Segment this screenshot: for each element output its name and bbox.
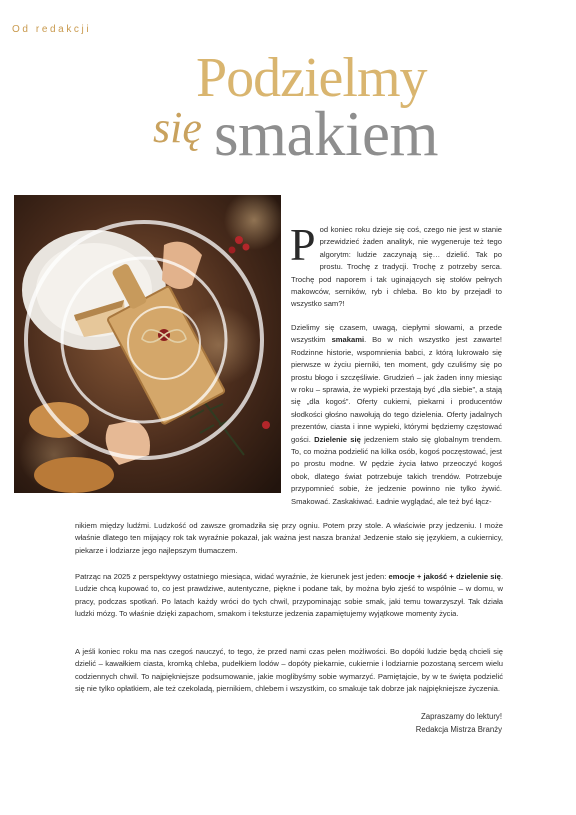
signoff <box>416 710 502 736</box>
paragraph-sharing-d: jedzeniem stało się globalnym trendem. To, co można podzielić na kilka osób, kogoś poczęstować, jest po prostu modne. W pędzie życia łatwo przeoczyć kogoś obok, dlatego świat potrzebuje takich trendów. Potrzebuje przypomnieć sobie, że jedzenie powinno nie tylko żywić. Smakować. Zaskakiwać. Ładnie wyglądać, ale też być łącz- <box>291 434 502 506</box>
paragraph-sharing-c: . Bo w nich wszystko jest zawarte! Rodzinne historie, wspomnienia babci, z którą lukrowało się pierwsze w życiu pierniki, ten moment, gdy czuliśmy się po prostu błogo i szczęśliwie. Grudzień – jak żaden inny miesiąc w roku – sprawia, że wypieki przestają być „dla siebie”, a stają się „dla kogoś”. Oferty cukierni, piekarni i producentów słodkości głośno nawołują do tego dzielenia. Oferty jadalnych prezentów, ciasta i inne wypieki, którymi będziemy częstować gości. <box>291 335 502 444</box>
headline-podzielmy: Podzielmy <box>196 47 427 109</box>
signoff-invite: Zapraszamy do lektury! <box>420 712 502 721</box>
emphasis-smakami: smakami <box>331 335 365 345</box>
paragraph-closing: A jeśli koniec roku ma nas czegoś nauczyć, to tego, że przed nami czas pełen możliwości. Bo dopóki ludzie będą chcieli się dzielić – kawałkiem ciasta, kromką chleba, pudełkiem lodów – dopóty piekarnie, cukiernie i lodziarnie pozostaną sercem wielu codziennych chwil. To najpiękniejsze podsumowanie, jakie moglibyśmy sobie wymarzyć. Pamiętajcie, by w te święta podzielić się nie tylko opłatkiem, ale też czekoladą, piernikiem, chlebem i wszystkim, co smakuje tak dobrze jak najpiękniejsze życzenia. <box>75 647 503 694</box>
drop-cap: P <box>290 219 316 270</box>
paragraph-trend <box>75 571 503 621</box>
emphasis-trend: emocje + jakość + dzielenie się <box>388 572 501 581</box>
paragraph-sharing-continued: nikiem między ludźmi. Ludzkość od zawsze gromadziła się przy ogniu. Potem przy stole. A właściwie przy jedzeniu. I może właśnie dlatego ten mijający rok tak wyraźnie pokazał, jak ważna jest nasza branża! Jedzenie stało się językiem, a cukiernicy, piekarze i lodziarze jego najlepszym tłumaczem. <box>75 521 503 555</box>
paragraph-sharing-a: Dzielimy się czasem, uwagą, ciepłymi słowami, a przede wszystkim <box>291 323 502 345</box>
paragraph-trend-a: Patrząc na 2025 z perspektywy ostatniego miesiąca, widać wyraźnie, że kierunek jest jeden: <box>75 572 389 581</box>
emphasis-dzielenie: Dzielenie się <box>314 434 361 444</box>
section-label: Od redakcji <box>12 24 92 35</box>
paragraph-trend-c: . Ludzie chcą kupować to, co jest prawdziwe, autentyczne, piękne i podane tak, by można było zjeść to wspólnie – w domu, w pracy, podczas spotkań. Po latach każdy wróci do tych chwil, przypominając sobie smak, jaki temu towarzyszył. Tak działa ludzki mózg. To właśnie dzięki zapachom, smakom i teksturze jedzenia zapamiętujemy wyjątkowe momenty życia. <box>75 572 503 619</box>
holiday-sharing-photo <box>14 195 281 493</box>
headline-sie: się <box>153 103 202 152</box>
paragraph-intro <box>290 219 502 311</box>
headline-smakiem: smakiem <box>214 99 438 169</box>
paragraph-intro-text: od koniec roku dzieje się coś, czego nie jest w stanie przewidzieć żaden analityk, nie wygeneruje też tego algorytm: ludzie zaczynają się… dzielić. Tak po prostu. Trochę z tradycji. Trochę z potrzeby serca. Trochę pod naporem i tak uginających się stołów pełnych makowców, serników, ryb i chleba. Bo kto by przejadł to wszystko sam?! <box>291 225 502 309</box>
paragraph-sharing <box>291 322 502 508</box>
signoff-editorial: Redakcja Mistrza Branży <box>415 725 502 734</box>
